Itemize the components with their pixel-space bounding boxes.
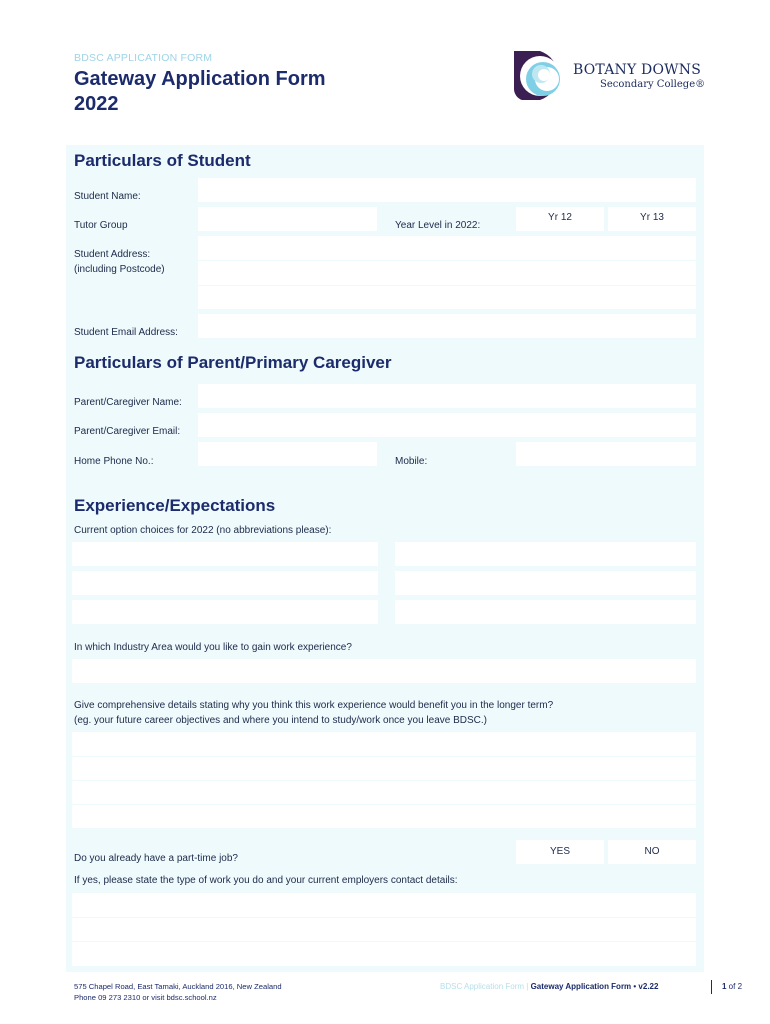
footer-page-rest: of 2 [726,982,743,991]
footer-contact [74,981,282,1003]
option-choices-label: Current option choices for 2022 (no abbreviations please): [74,525,332,536]
details-label-line-1: Give comprehensive details stating why you think this work experience would benefit you in the longer term? [74,700,554,711]
mobile-field[interactable] [516,442,696,466]
student-email-field[interactable] [198,314,696,338]
mobile-label: Mobile: [395,456,428,467]
job-no-label: NO [644,846,660,857]
option-choice-field-3[interactable] [72,571,378,595]
employer-details-field-1[interactable] [72,893,696,917]
footer-form-strong: Gateway Application Form • v2.22 [530,982,659,991]
address-label-line-2: (including Postcode) [74,264,165,275]
footer-form-muted: BDSC Application Form [440,982,525,991]
details-field-1[interactable] [72,732,696,756]
parent-email-label: Parent/Caregiver Email: [74,426,181,437]
footer-page-number [722,982,742,991]
section-heading-student: Particulars of Student [74,151,251,170]
industry-area-field[interactable] [72,659,696,683]
footer-page-current: 1 [722,982,727,991]
footer-divider [711,980,712,994]
logo-text-school: BOTANY DOWNS [573,62,701,78]
details-field-2[interactable] [72,757,696,780]
home-phone-label: Home Phone No.: [74,456,154,467]
option-choice-field-1[interactable] [72,542,378,566]
job-yes-option[interactable] [516,840,604,864]
title-line-2: 2022 [74,93,119,115]
option-choice-field-5[interactable] [72,600,378,624]
details-label-line-2: (eg. your future career objectives and where you intend to study/work once you leave BDSC.) [74,715,487,726]
section-heading-parent: Particulars of Parent/Primary Caregiver [74,353,392,372]
employer-details-field-2[interactable] [72,918,696,941]
parent-email-field[interactable] [198,413,696,437]
student-address-field-2[interactable] [198,261,696,285]
tutor-group-field[interactable] [198,207,377,231]
section-heading-experience: Experience/Expectations [74,496,276,515]
address-label-line-1: Student Address: [74,249,151,260]
page-title [74,67,404,117]
student-email-label: Student Email Address: [74,327,178,338]
industry-area-label: In which Industry Area would you like to gain work experience? [74,642,352,653]
year-12-label: Yr 12 [548,212,572,223]
option-choice-field-4[interactable] [395,571,696,595]
details-field-4[interactable] [72,805,696,828]
student-address-label [74,247,165,277]
employer-details-label: If yes, please state the type of work you do and your current employers contact details: [74,875,458,886]
job-yes-label: YES [549,846,570,857]
year-13-option[interactable] [608,207,696,231]
details-field-3[interactable] [72,781,696,804]
title-line-1: Gateway Application Form [74,68,326,90]
student-name-label: Student Name: [74,191,141,202]
parent-name-field[interactable] [198,384,696,408]
employer-details-field-3[interactable] [72,942,696,966]
job-no-option[interactable] [608,840,696,864]
footer-form-pipe: | [524,982,531,991]
footer-phone: Phone 09 273 2310 or visit bdsc.school.nz [74,993,217,1002]
student-address-field-1[interactable] [198,236,696,260]
year-12-option[interactable] [516,207,604,231]
year-level-label: Year Level in 2022: [395,220,481,231]
home-phone-field[interactable] [198,442,377,466]
footer-form-name [440,982,658,991]
logo-text-college: Secondary College® [600,79,706,90]
year-13-label: Yr 13 [640,212,664,223]
student-name-field[interactable] [198,178,696,202]
option-choice-field-6[interactable] [395,600,696,624]
tutor-group-label: Tutor Group [74,220,128,231]
parent-name-label: Parent/Caregiver Name: [74,397,182,408]
form-kicker: BDSC APPLICATION FORM [74,52,213,64]
student-address-field-3[interactable] [198,286,696,309]
footer-address: 575 Chapel Road, East Tamaki, Auckland 2016, New Zealand [74,982,282,991]
details-label [74,698,553,728]
option-choice-field-2[interactable] [395,542,696,566]
part-time-job-label: Do you already have a part-time job? [74,853,238,864]
